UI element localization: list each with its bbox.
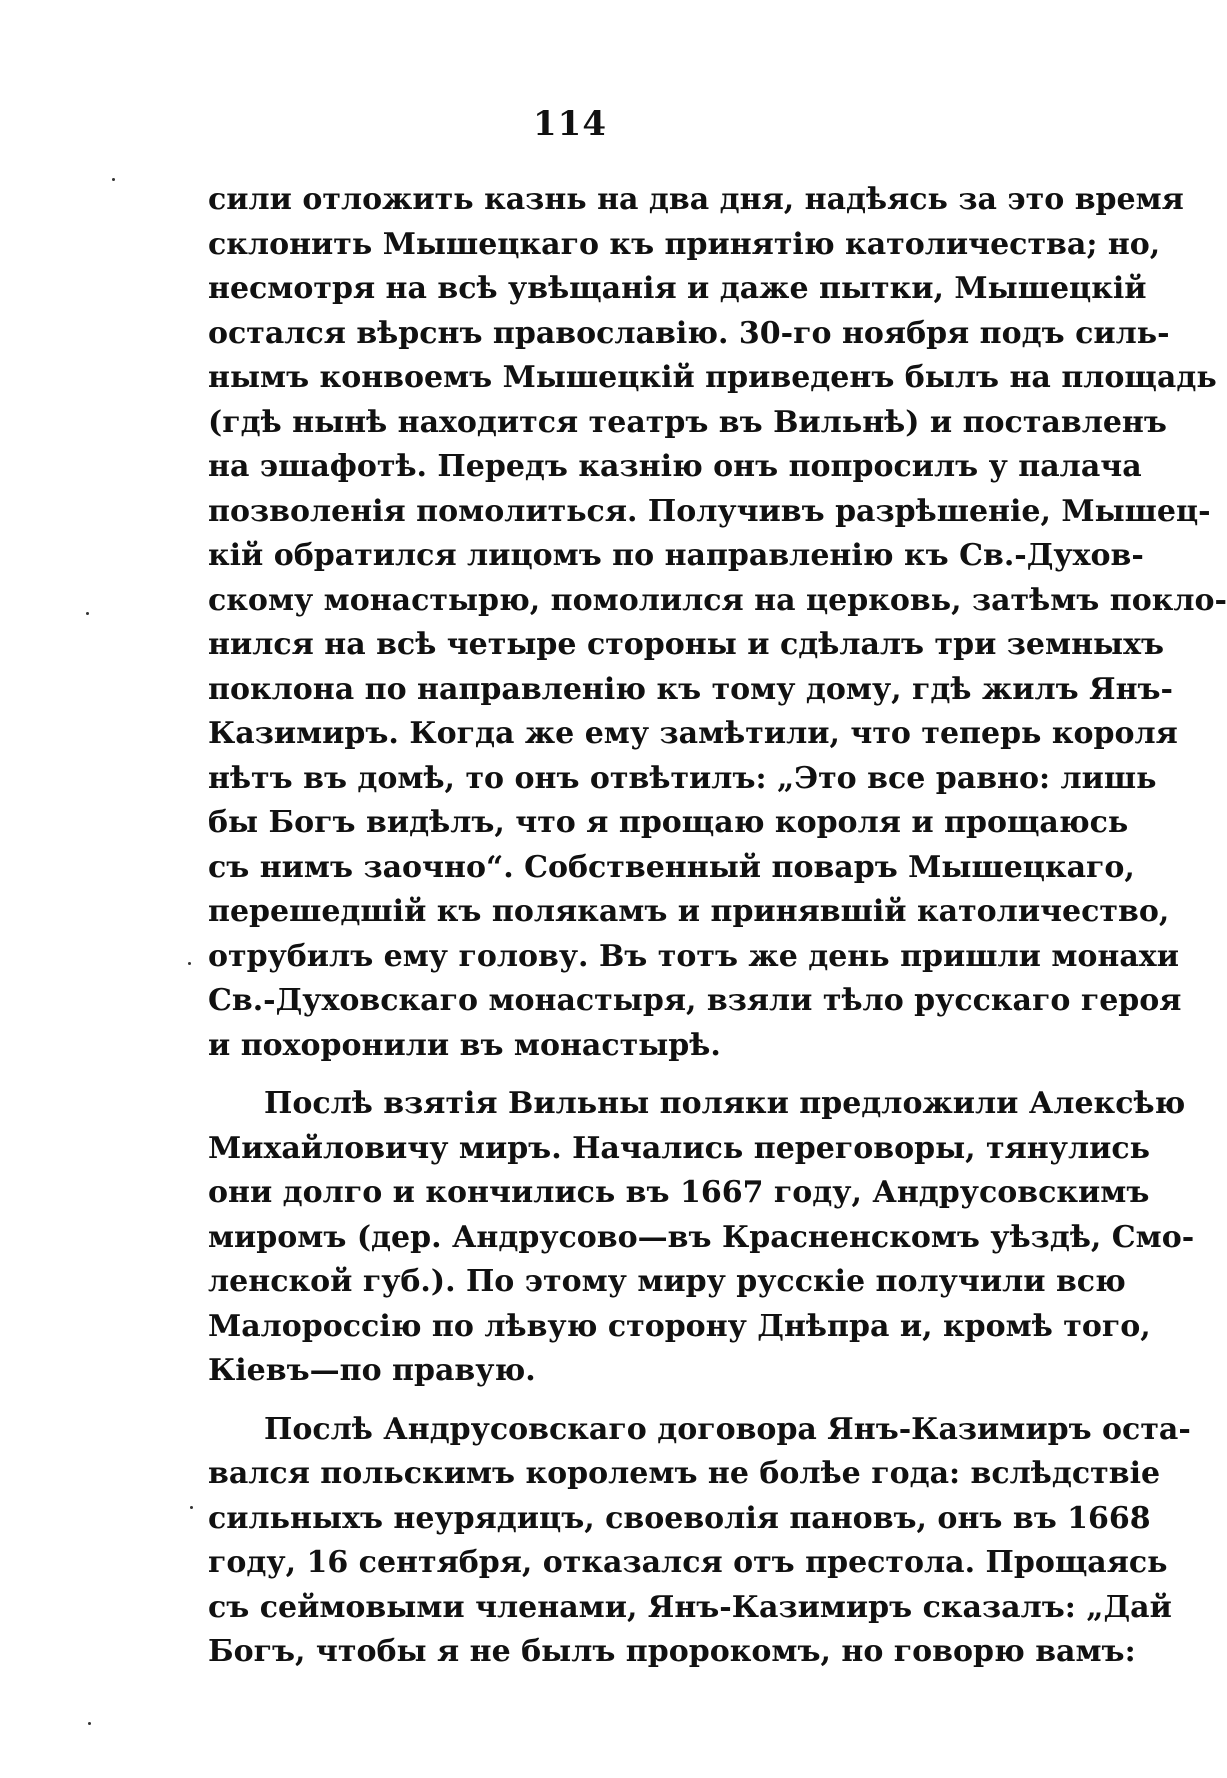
text-line: и похоронили въ монастырѣ. <box>208 1027 721 1063</box>
text-line: нился на всѣ четыре стороны и сдѣлалъ три земныхъ <box>208 627 1165 662</box>
scan-speck <box>112 178 115 181</box>
text-line: бы Богъ видѣлъ, что я прощаю короля и прощаюсь <box>208 805 1129 840</box>
text-line: съ сеймовыми членами, Янъ-Казимиръ сказалъ: „Дай <box>208 1589 1172 1625</box>
text-line: поклона по направленію къ тому дому, гдѣ жилъ Янъ- <box>208 671 1173 707</box>
text-line: перешедшій къ полякамъ и принявшій католичество, <box>208 894 1170 929</box>
text-line: Казимиръ. Когда же ему замѣтили, что теперь короля <box>208 716 1178 751</box>
paragraph <box>208 178 1227 1068</box>
text-line: Кіевъ—по правую. <box>208 1353 536 1388</box>
text-line: году, 16 сентября, отказался отъ престола. Прощаясь <box>208 1545 1168 1580</box>
scan-speck <box>190 1506 193 1509</box>
paragraph <box>208 1082 1195 1394</box>
text-body <box>208 178 1227 1689</box>
paragraph <box>208 1408 1191 1675</box>
text-line: Послѣ взятія Вильны поляки предложили Алексѣю <box>264 1086 1186 1121</box>
text-line: нѣтъ въ домѣ, то онъ отвѣтилъ: „Это все равно: лишь <box>208 760 1157 796</box>
text-line: сили отложить казнь на два дня, надѣясь за это время <box>208 182 1184 217</box>
text-line: ленской губ.). По этому миру русскіе получили всю <box>208 1264 1126 1299</box>
text-line: (гдѣ нынѣ находится театръ въ Вильнѣ) и поставленъ <box>208 404 1167 440</box>
text-line: несмотря на всѣ увѣщанія и даже пытки, Мышецкій <box>208 271 1147 306</box>
text-line: Послѣ Андрусовскаго договора Янъ-Казимиръ оста- <box>264 1411 1191 1447</box>
text-line: Св.-Духовскаго монастыря, взяли тѣло русскаго героя <box>208 983 1182 1018</box>
text-line: нымъ конвоемъ Мышецкій приведенъ былъ на площадь <box>208 360 1217 395</box>
text-line: остался вѣрснъ православію. 30-го ноября подъ силь- <box>208 315 1170 351</box>
text-line: Малороссію по лѣвую сторону Днѣпра и, кромѣ того, <box>208 1308 1151 1344</box>
text-line: склонить Мышецкаго къ принятію католичества; но, <box>208 226 1161 262</box>
text-line: отрубилъ ему голову. Въ тотъ же день пришли монахи <box>208 938 1179 974</box>
text-line: Михайловичу миръ. Начались переговоры, тянулись <box>208 1130 1150 1166</box>
text-line: кій обратился лицомъ по направленію къ Св.-Духов- <box>208 538 1144 573</box>
scan-speck <box>188 962 191 965</box>
text-line: вался польскимъ королемъ не болѣе года: вслѣдствіе <box>208 1456 1161 1491</box>
text-line: Богъ, чтобы я не былъ пророкомъ, но говорю вамъ: <box>208 1634 1136 1669</box>
text-line: они долго и кончились въ 1667 году, Андрусовскимъ <box>208 1175 1150 1210</box>
text-line: позволенія помолиться. Получивъ разрѣшеніе, Мышец- <box>208 493 1211 529</box>
scan-speck <box>86 612 89 615</box>
page-number: 114 <box>533 104 607 144</box>
text-line: съ нимъ заочно“. Собственный поваръ Мышецкаго, <box>208 849 1135 885</box>
text-line: сильныхъ неурядицъ, своеволія пановъ, онъ въ 1668 <box>208 1500 1151 1536</box>
text-line: на эшафотѣ. Передъ казнію онъ попросилъ у палача <box>208 449 1142 484</box>
scan-speck <box>88 1722 91 1725</box>
text-line: миромъ (дер. Андрусово—въ Красненскомъ уѣздѣ, Смо- <box>208 1219 1195 1255</box>
text-line: скому монастырю, помолился на церковь, затѣмъ покло- <box>208 582 1227 618</box>
